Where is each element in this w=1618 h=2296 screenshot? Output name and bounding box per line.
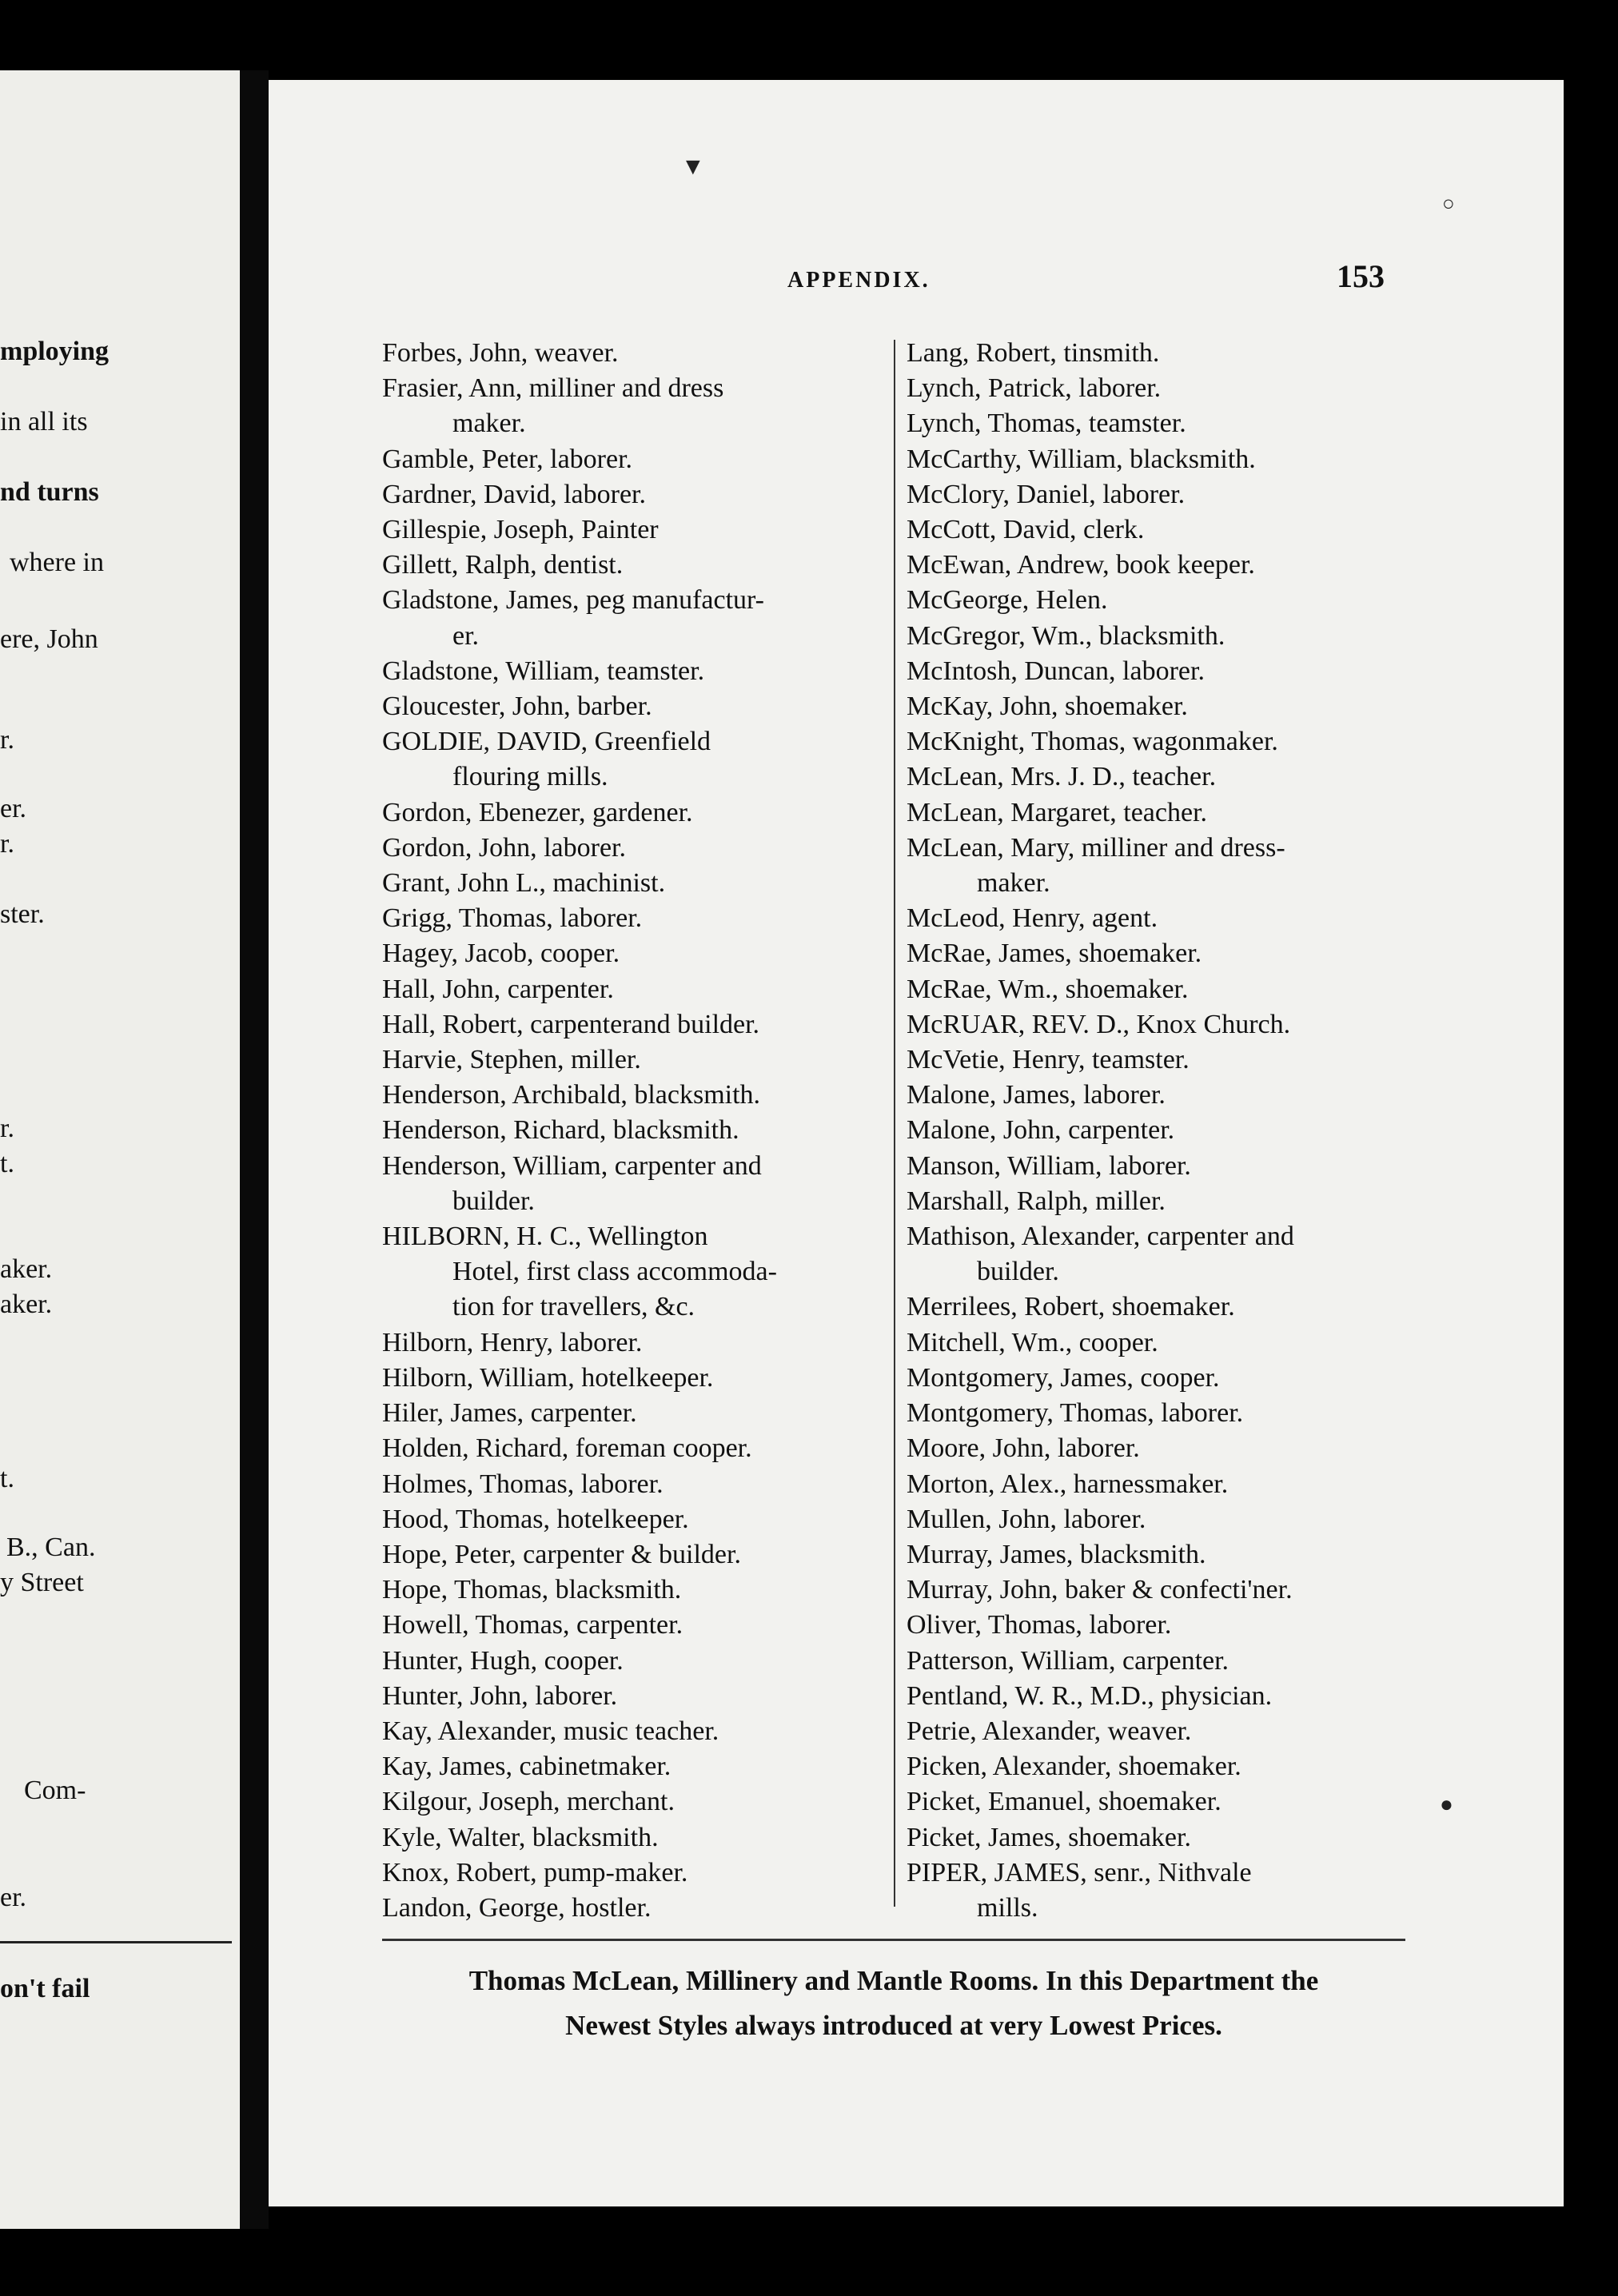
directory-entry-continuation: maker.	[452, 409, 526, 439]
directory-entry: Hope, Thomas, blacksmith.	[382, 1575, 682, 1605]
directory-entry: Lang, Robert, tinsmith.	[907, 338, 1160, 368]
directory-entry: Gordon, John, laborer.	[382, 832, 627, 863]
directory-entry: Harvie, Stephen, miller.	[382, 1045, 641, 1075]
directory-entry: Montgomery, James, cooper.	[907, 1362, 1220, 1393]
directory-column-left	[382, 336, 886, 1926]
directory-entry: Hagey, Jacob, cooper.	[382, 939, 620, 969]
directory-entry: Hope, Peter, carpenter & builder.	[382, 1539, 741, 1569]
facing-page-text: ere, John	[0, 624, 98, 654]
directory-entry: McKnight, Thomas, wagonmaker.	[907, 727, 1278, 757]
directory-entry-continuation: flouring mills.	[452, 762, 608, 792]
directory-entry: Knox, Robert, pump-maker.	[382, 1857, 688, 1887]
directory-entry: Howell, Thomas, carpenter.	[382, 1610, 683, 1640]
facing-page-text: r.	[0, 829, 14, 859]
directory-entry: Gillespie, Joseph, Painter	[382, 515, 659, 545]
directory-entry: Oliver, Thomas, laborer.	[907, 1610, 1172, 1640]
directory-entry: Lynch, Patrick, laborer.	[907, 373, 1162, 404]
facing-page-text: t.	[0, 1149, 14, 1178]
directory-entry-continuation: Hotel, first class accommoda-	[452, 1257, 777, 1287]
directory-entry: Malone, James, laborer.	[907, 1080, 1166, 1110]
facing-page-text: aker.	[0, 1254, 53, 1284]
ink-mark: ●	[1440, 1792, 1453, 1817]
ink-mark: ▼	[681, 153, 705, 180]
directory-entry: Montgomery, Thomas, laborer.	[907, 1398, 1244, 1429]
directory-entry: HILBORN, H. C., Wellington	[382, 1222, 708, 1252]
facing-page-text: r.	[0, 1114, 14, 1143]
directory-entry: Kay, Alexander, music teacher.	[382, 1716, 719, 1746]
facing-page-text: B., Can.	[6, 1533, 96, 1562]
directory-entry: Kay, James, cabinetmaker.	[382, 1752, 672, 1782]
directory-entry: PIPER, JAMES, senr., Nithvale	[907, 1857, 1252, 1887]
directory-entry: Forbes, John, weaver.	[382, 338, 619, 368]
directory-entry: Hall, Robert, carpenterand builder.	[382, 1009, 760, 1039]
directory-entry: Murray, John, baker & confecti'ner.	[907, 1575, 1293, 1605]
directory-entry: McCott, David, clerk.	[907, 515, 1145, 545]
directory-entry: Henderson, Richard, blacksmith.	[382, 1115, 739, 1146]
facing-page-text: in all its	[0, 407, 88, 436]
ink-mark: ○	[1442, 192, 1455, 215]
directory-entry: Hiler, James, carpenter.	[382, 1398, 637, 1429]
directory-entry: Gloucester, John, barber.	[382, 692, 652, 722]
advertisement	[382, 1959, 1405, 2048]
facing-page-text: aker.	[0, 1290, 53, 1319]
directory-entry: Hood, Thomas, hotelkeeper.	[382, 1504, 689, 1534]
directory-entry: McVetie, Henry, teamster.	[907, 1045, 1190, 1075]
facing-page-text: t.	[0, 1464, 14, 1493]
directory-entry: Henderson, Archibald, blacksmith.	[382, 1080, 761, 1110]
directory-entry: Kilgour, Joseph, merchant.	[382, 1787, 675, 1817]
directory-entry: Hall, John, carpenter.	[382, 974, 614, 1004]
page-number: 153	[1337, 258, 1385, 294]
facing-page-text: r.	[0, 725, 14, 755]
facing-page-text: where in	[10, 548, 105, 577]
facing-page-text: ster.	[0, 899, 45, 929]
directory-entry: Malone, John, carpenter.	[907, 1115, 1175, 1146]
directory-entry: Lynch, Thomas, teamster.	[907, 409, 1186, 439]
directory-entry: McGregor, Wm., blacksmith.	[907, 620, 1225, 651]
directory-entry: Gamble, Peter, laborer.	[382, 444, 633, 474]
directory-entry: McLean, Margaret, teacher.	[907, 797, 1208, 827]
advert-line-1: Thomas McLean, Millinery and Mantle Rooms. In this Department the	[468, 1965, 1319, 1996]
directory-entry: Grant, John L., machinist.	[382, 868, 666, 899]
directory-entry: Landon, George, hostler.	[382, 1892, 652, 1923]
directory-entry: Gardner, David, laborer.	[382, 479, 647, 509]
directory-entry: Moore, John, laborer.	[907, 1433, 1140, 1464]
directory-entry: Mathison, Alexander, carpenter and	[907, 1222, 1294, 1252]
directory-entry: McLeod, Henry, agent.	[907, 903, 1158, 934]
facing-page-text: y Street	[0, 1568, 84, 1597]
directory-entry: Grigg, Thomas, laborer.	[382, 903, 643, 934]
directory-entry: Mitchell, Wm., cooper.	[907, 1327, 1158, 1357]
column-divider	[894, 340, 895, 1907]
directory-entry: Gladstone, James, peg manufactur-	[382, 585, 764, 616]
facing-page-rule	[0, 1941, 232, 1943]
directory-entry: Morton, Alex., harnessmaker.	[907, 1469, 1229, 1499]
directory-entry: Merrilees, Robert, shoemaker.	[907, 1292, 1235, 1322]
facing-page-text: Com-	[24, 1776, 86, 1805]
directory-entry: Gladstone, William, teamster.	[382, 656, 705, 686]
facing-page-fragment	[0, 70, 240, 2229]
directory-entry: Gordon, Ebenezer, gardener.	[382, 797, 693, 827]
directory-entry: McIntosh, Duncan, laborer.	[907, 656, 1205, 686]
directory-entry: Hunter, John, laborer.	[382, 1680, 618, 1711]
directory-entry: Frasier, Ann, milliner and dress	[382, 373, 724, 404]
directory-entry: Holmes, Thomas, laborer.	[382, 1469, 664, 1499]
directory-entry: McEwan, Andrew, book keeper.	[907, 550, 1255, 580]
directory-entry: Holden, Richard, foreman cooper.	[382, 1433, 752, 1464]
directory-entry: Kyle, Walter, blacksmith.	[382, 1822, 659, 1852]
directory-entry: Picket, Emanuel, shoemaker.	[907, 1787, 1221, 1817]
directory-entry: McClory, Daniel, laborer.	[907, 479, 1186, 509]
directory-entry: Mullen, John, laborer.	[907, 1504, 1146, 1534]
directory-entry: Henderson, William, carpenter and	[382, 1150, 762, 1181]
directory-entry: McRUAR, REV. D., Knox Church.	[907, 1009, 1291, 1039]
directory-entry: Hunter, Hugh, cooper.	[382, 1645, 624, 1676]
directory-entry-continuation: mills.	[977, 1892, 1038, 1923]
directory-entry: McLean, Mrs. J. D., teacher.	[907, 762, 1217, 792]
directory-entry-continuation: er.	[452, 620, 480, 651]
directory-entry: Murray, James, blacksmith.	[907, 1539, 1206, 1569]
directory-entry: Hilborn, Henry, laborer.	[382, 1327, 643, 1357]
facing-page-text: er.	[0, 1883, 27, 1912]
directory-entry: Picket, James, shoemaker.	[907, 1822, 1191, 1852]
directory-entry-continuation: maker.	[977, 868, 1050, 899]
advert-line-2: Newest Styles always introduced at very Lowest Prices.	[565, 2010, 1222, 2041]
facing-page-text: on't fail	[0, 1974, 90, 2003]
directory-entry-continuation: builder.	[452, 1186, 535, 1216]
directory-entry: Picken, Alexander, shoemaker.	[907, 1752, 1241, 1782]
directory-entry: Pentland, W. R., M.D., physician.	[907, 1680, 1273, 1711]
directory-column-right	[907, 336, 1418, 1926]
directory-entry-continuation: builder.	[977, 1257, 1059, 1287]
directory-entry: Marshall, Ralph, miller.	[907, 1186, 1166, 1216]
footer-rule	[382, 1939, 1405, 1941]
book-gutter	[240, 70, 269, 2229]
directory-entry: GOLDIE, DAVID, Greenfield	[382, 727, 711, 757]
directory-entry: McCarthy, William, blacksmith.	[907, 444, 1256, 474]
directory-entry: Gillett, Ralph, dentist.	[382, 550, 624, 580]
directory-entry: Hilborn, William, hotelkeeper.	[382, 1362, 714, 1393]
facing-page-text: nd turns	[0, 477, 99, 507]
directory-entry: Petrie, Alexander, weaver.	[907, 1716, 1192, 1746]
running-head: APPENDIX.	[787, 268, 931, 293]
facing-page-text: mploying	[0, 337, 110, 366]
directory-entry: McRae, James, shoemaker.	[907, 939, 1202, 969]
directory-entry: Patterson, William, carpenter.	[907, 1645, 1229, 1676]
directory-entry: McKay, John, shoemaker.	[907, 692, 1188, 722]
directory-entry: McGeorge, Helen.	[907, 585, 1108, 616]
facing-page-text: er.	[0, 794, 27, 823]
directory-entry-continuation: tion for travellers, &c.	[452, 1292, 695, 1322]
directory-entry: McRae, Wm., shoemaker.	[907, 974, 1189, 1004]
directory-entry: McLean, Mary, milliner and dress-	[907, 832, 1285, 863]
directory-entry: Manson, William, laborer.	[907, 1150, 1191, 1181]
